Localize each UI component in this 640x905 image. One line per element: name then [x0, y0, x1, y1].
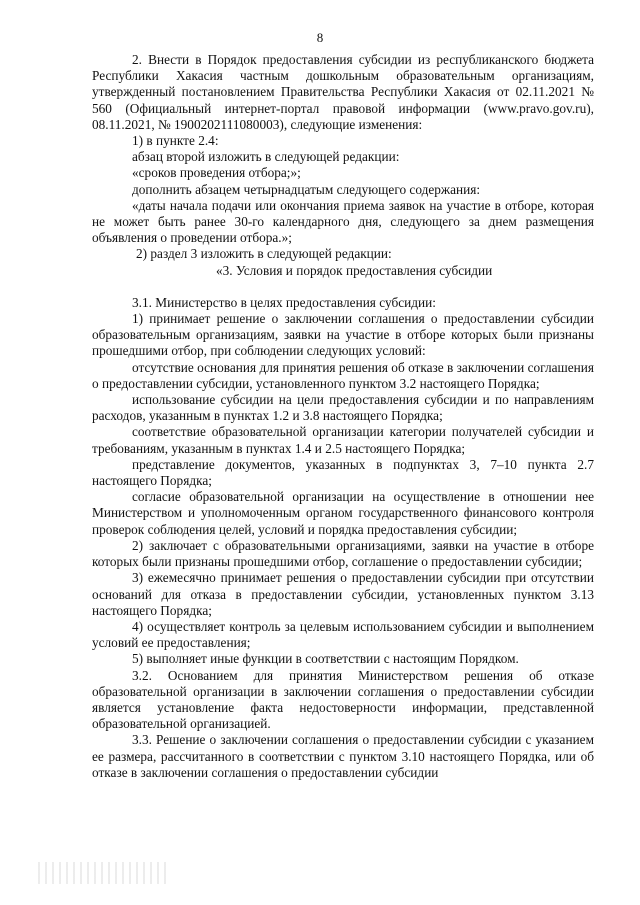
paragraph: 5) выполняет иные функции в соответствии с настоящим Порядком. [132, 651, 519, 667]
paragraph: абзац второй изложить в следующей редакции: [132, 149, 400, 165]
paragraph: соответствие образовательной организации категории получателей субсидии и требованиям, указанным в пунктах 1.4 и 2.5 настоящего Порядка; [92, 424, 594, 456]
section-heading: «3. Условия и порядок предоставления субсидии [216, 262, 493, 278]
scan-artifact [38, 862, 168, 884]
paragraph: 3.1. Министерство в целях предоставления субсидии: [132, 294, 436, 310]
paragraph: дополнить абзацем четырнадцатым следующего содержания: [132, 181, 481, 197]
paragraph: «сроков проведения отбора;»; [132, 165, 301, 181]
paragraph: 2) раздел 3 изложить в следующей редакции: [136, 246, 392, 262]
paragraph: использование субсидии на цели предоставления субсидии и по направлениям расходов, указанным в пунктах 1.2 и 3.8 настоящего Порядка; [92, 392, 594, 424]
document-body [92, 52, 594, 781]
paragraph: отсутствие основания для принятия решения об отказе в заключении соглашения о предоставлении субсидии, установленного пунктом 3.2 настоящего Порядка; [92, 359, 594, 391]
paragraph: 3.3. Решение о заключении соглашения о предоставлении субсидии с указанием ее размера, рассчитанного в соответствии с пунктом 3.10 настоящего Порядка, или об отказе в заключении соглашения о предоставлении субсидии [92, 732, 594, 780]
paragraph: 2. Внести в Порядок предоставления субсидии из республиканского бюджета Республики Хакасия частным дошкольным образовательным организациям, утвержденный постановлением Правительства Республики Хакасия от 02.11.2021 № 560 (Официальный интернет-портал правовой информации (www.pravo.gov.ru), 08.11.2021, № 1900202111080003), следующие изменения: [92, 52, 594, 132]
paragraph: 3.2. Основанием для принятия Министерством решения об отказе образовательной организации в заключении соглашения о предоставлении субсидии является установление факта недостоверности информации, представленной образовательной организацией. [92, 667, 594, 732]
paragraph: «даты начала подачи или окончания приема заявок на участие в отборе, которая не может быть ранее 30-го календарного дня, следующего за днем размещения объявления о проведении отбора.»; [92, 197, 594, 246]
paragraph: согласие образовательной организации на осуществление в отношении нее Министерством и уполномоченным органом государственного финансового контроля проверок соблюдения целей, условий и порядка предоставления субсидии; [92, 489, 594, 537]
paragraph: 1) в пункте 2.4: [132, 133, 219, 149]
paragraph: 2) заключает с образовательными организациями, заявки на участие в отборе которых были признаны прошедшими отбор, соглашение о предоставлении субсидии; [92, 537, 594, 570]
paragraph: представление документов, указанных в подпунктах 3, 7–10 пункта 2.7 настоящего Порядка; [92, 456, 594, 489]
paragraph: 4) осуществляет контроль за целевым использованием субсидии и выполнением условий ее предоставления; [92, 618, 594, 651]
paragraph: 3) ежемесячно принимает решения о предоставлении субсидии при отсутствии оснований для отказа в предоставлении субсидии, установленных пунктом 3.13 настоящего Порядка; [92, 570, 594, 618]
paragraph: 1) принимает решение о заключении соглашения о предоставлении субсидии образовательным организациям, заявки на участие в отборе которых были признаны прошедшими отбор, при соблюдении следующих условий: [92, 311, 594, 359]
page-number: 8 [316, 30, 324, 45]
